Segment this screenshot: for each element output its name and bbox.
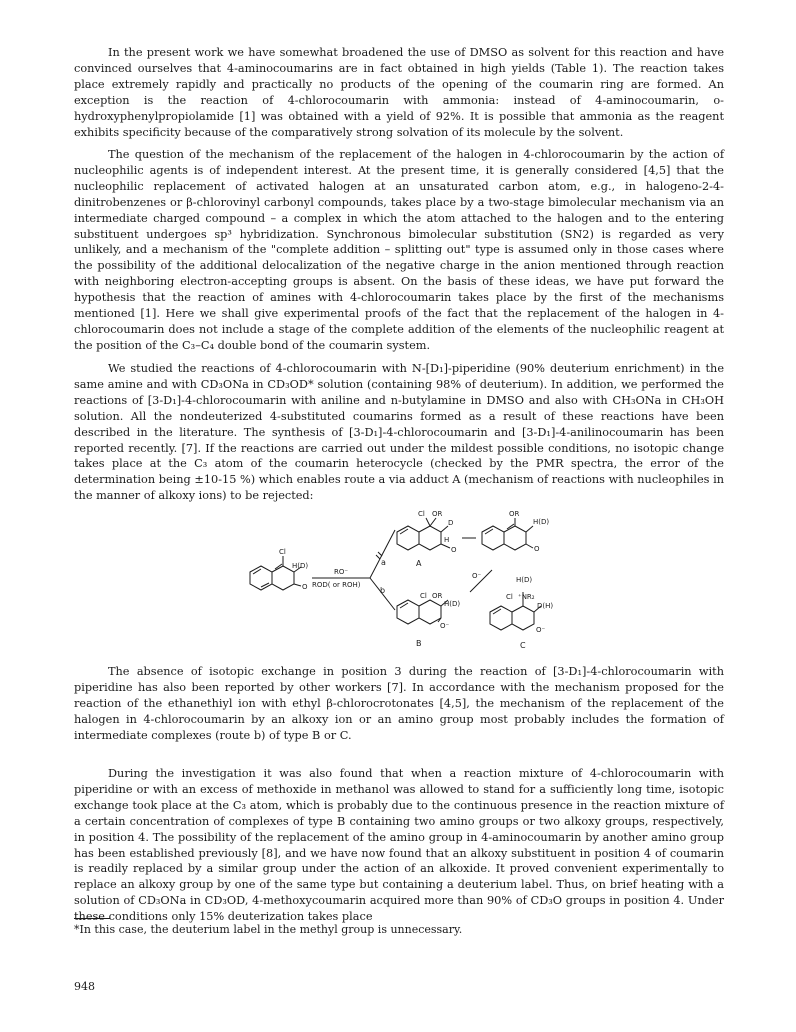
scheme-o-minus-label: O⁻ <box>472 572 482 580</box>
paragraph-1: In the present work we have somewhat broadened the use of DMSO as solvent for this reaction and have convinced ourselves that 4-aminocoumarins are in fact obtained in high yields (Table 1). The reaction takes place extremely rapidly and practically no products of the opening of the coumarin ring are formed. An exception is the reaction of 4-chlorocoumarin with ammonia: instead of 4-aminocoumarin, o-hydroxyphenylpropiolamide [1] was obtained with a yield of 92%. It is possible that ammonia as the reagent exhibits specificity because of the comparatively strong solvation of its molecule by the solvent. <box>74 46 724 139</box>
adduct-a-h-label: H <box>444 536 450 544</box>
complex-b-name: B <box>416 639 422 648</box>
complex-c-name: C <box>520 641 526 650</box>
adduct-a-name: A <box>416 559 422 568</box>
start-o-label: O <box>302 583 308 591</box>
adduct-a-benzene <box>397 526 419 550</box>
route-a-label: a <box>381 558 386 567</box>
complex-b-benzene <box>397 600 419 624</box>
complex-b-o-label: O⁻ <box>440 622 450 630</box>
start-pyrone-ring <box>272 566 294 590</box>
reaction-scheme <box>230 508 580 656</box>
product-pyrone <box>504 526 526 550</box>
page-number: 948 <box>74 980 95 993</box>
complex-c-dh-label: D(H) <box>537 602 554 610</box>
adduct-a-d-label: D <box>448 519 454 527</box>
complex-c-nr2-label: ⁺NR₂ <box>518 593 535 601</box>
paragraph-2: The question of the mechanism of the replacement of the halogen in 4-chlorocoumarin by the action of nucleophilic agents is of independent interest. At the present time, it is generally considered [4,5] that the nucleophilic replacement of activated halogen at an unsaturated carbon atom, e.g., in halogeno-2-4-dinitrobenzenes or β-chlorovinyl carbonyl compounds, takes place by a two-stage bimolecular mechanism via an intermediate charged compound – a complex in which the atom attached to the halogen and to the entering substituent undergoes sp³ hybridization. Synchronous bimolecular substitution (SN2) is regarded as very unlikely, and a mechanism of the "complete addition – splitting out" type is assumed only in those cases where the possibility of the additional delocalization of the negative charge in the anion mentioned through reaction with neighboring electron-accepting groups is absent. On the basis of these ideas, we have put forward the hypothesis that the reaction of amines with 4-chlorocoumarin takes place by the first of the mechanisms mentioned [1]. Here we shall give experimental proofs of the fact that the replacement of the halogen in 4-chlorocoumarin does not include a stage of the complete addition of the elements of the nucleophilic reagent at the position of the C₃–C₄ double bond of the coumarin system. <box>74 148 724 352</box>
reagent-ro-label: RO⁻ <box>334 568 349 576</box>
reagent-rod-label: ROD( or ROH) <box>312 581 361 589</box>
route-a-line <box>370 530 395 578</box>
route-b-label: b <box>380 586 386 595</box>
complex-b-h-label: H(D) <box>444 600 461 608</box>
product-benzene <box>482 526 504 550</box>
adduct-a-or-label: OR <box>432 510 443 518</box>
adduct-a-o-label: O <box>451 546 457 554</box>
paragraph-4: The absence of isotopic exchange in position 3 during the reaction of [3-D₁]-4-chlorocoumarin with piperidine has also been reported by other workers [7]. In accordance with the mechanism proposed for the reaction of the ethanethiyl ion with ethyl β-chlorocrotonates [4,5], the mechanism of the replacement of the halogen in 4-chlorocoumarin by an alkoxy ion or an amino group most probably includes the formation of intermediate complexes (route b) of type B or C. <box>74 665 724 742</box>
complex-c-cl-label: Cl <box>506 593 513 601</box>
start-cl-label: Cl <box>279 548 286 556</box>
product-h-label: H(D) <box>533 518 550 526</box>
start-h-label: H(D) <box>292 562 309 570</box>
complex-c-o-label: O⁻ <box>536 626 546 634</box>
product-o-label: O <box>534 545 540 553</box>
adduct-a-pyrone <box>419 526 441 550</box>
product-or-label: OR <box>509 510 520 518</box>
complex-c-benzene <box>490 606 512 630</box>
footnote: *In this case, the deuterium label in the methyl group is unnecessary. <box>74 923 463 936</box>
complex-b-cl-label: Cl <box>420 592 427 600</box>
complex-c-hd-label: H(D) <box>516 576 533 584</box>
start-benzene-ring <box>250 566 272 590</box>
complex-b-or-label: OR <box>432 592 443 600</box>
complex-c-pyrone <box>512 606 534 630</box>
paragraph-5: During the investigation it was also found that when a reaction mixture of 4-chlorocoumarin with piperidine or with an excess of methoxide in methanol was allowed to stand for a sufficiently long time, isotopic exchange took place at the C₃ atom, which is probably due to the continuous presence in the reaction mixture of a certain concentration of complexes of type B containing two amino groups or two alkoxy groups, respectively, in position 4. The possibility of the replacement of the amino group in 4-aminocoumarin by another amino group has been established previously [8], and we have now found that an alkoxy substituent in position 4 of coumarin is readily replaced by a similar group under the action of an alkoxide. It proved convenient experimentally to replace an alkoxy group by one of the same type but containing a deuterium label. Thus, on brief heating with a solution of CD₃ONa in CD₃OD, 4-methoxycoumarin acquired more than 90% of CD₃O groups in position 4. Under these conditions only 15% deuterization takes place <box>74 767 724 924</box>
paragraph-3: We studied the reactions of 4-chlorocoumarin with N-[D₁]-piperidine (90% deuterium enrichment) in the same amine and with CD₃ONa in CD₃OD* solution (containing 98% of deuterium). In addition, we performed the reactions of [3-D₁]-4-chlorocoumarin with aniline and n-butylamine in DMSO and also with CH₃ONa in CH₃OH solution. All the nondeuterized 4-substituted coumarins formed as a result of these reactions have been described in the literature. The synthesis of [3-D₁]-4-chlorocoumarin and [3-D₁]-4-anilinocoumarin has been reported recently. [7]. If the reactions are carried out under the mildest possible conditions, no isotopic change takes place at the C₃ atom of the coumarin heterocycle (checked by the PMR spectra, the error of the determination being ±10-15 %) which enables route a via adduct A (mechanism of reactions with nucleophiles in the manner of alkoxy ions) to be rejected: <box>74 362 724 503</box>
complex-b-pyrone <box>419 600 441 624</box>
adduct-a-cl-label: Cl <box>418 510 425 518</box>
footnote-rule <box>74 918 110 919</box>
